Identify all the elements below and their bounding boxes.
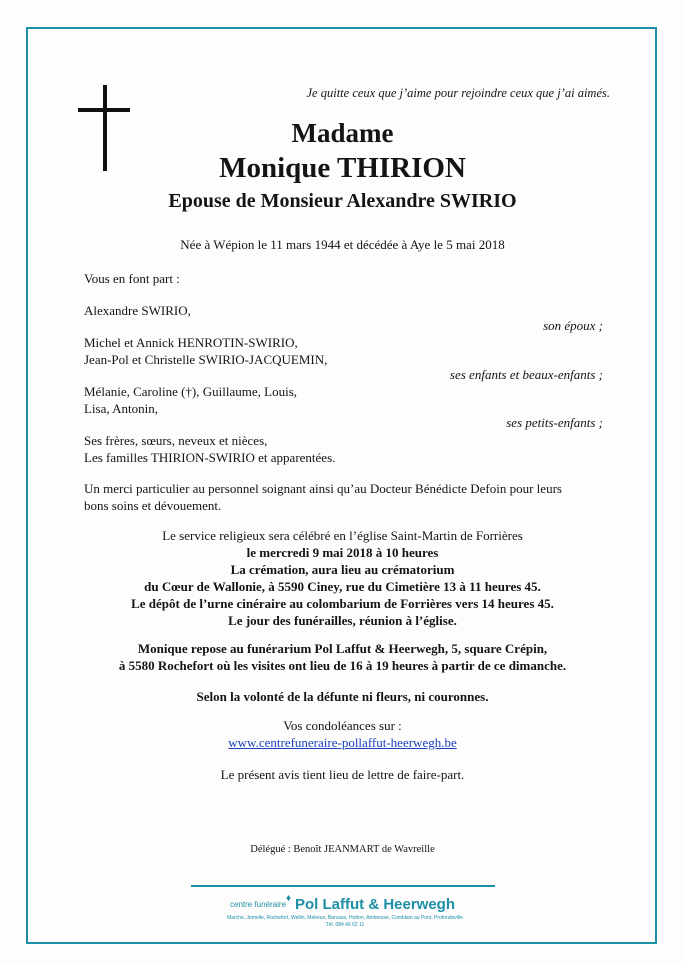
birth-death-line: Née à Wépion le 11 mars 1944 et décédée à Aye le 5 mai 2018 — [180, 237, 505, 252]
children-role: ses enfants et beaux-enfants ; — [449, 367, 603, 382]
condolences-link[interactable]: www.centrefuneraire-pollaffut-heerwegh.be — [228, 735, 457, 750]
thanks-line-2: bons soins et dévouement. — [84, 498, 222, 513]
service-line-5: Le dépôt de l’urne cinéraire au colombarium de Forrières vers 14 heures 45. — [131, 596, 554, 611]
logo-name: Pol Laffut & Heerwegh — [295, 896, 456, 913]
title-honorific: Madame — [291, 118, 394, 148]
service-line-4: du Cœur de Wallonie, à 5590 Ciney, rue du Cimetière 13 à 11 heures 45. — [144, 579, 541, 594]
rests-line-2: à 5580 Rochefort où les visites ont lieu de 16 à 19 heures à partir de ce dimanche. — [118, 658, 567, 673]
relatives-line-2: Les familles THIRION-SWIRIO et apparentées. — [84, 450, 336, 465]
delegate-text: Délégué : Benoît JEANMART de Wavreille — [250, 844, 435, 855]
logo-divider — [191, 885, 495, 887]
grandchildren-line-1: Mélanie, Caroline (†), Guillaume, Louis, — [84, 384, 298, 399]
grandchildren-line-2: Lisa, Antonin, — [84, 401, 159, 416]
children-line-2: Jean-Pol et Christelle SWIRIO-JACQUEMIN, — [84, 352, 328, 367]
intro-text: Vous en font part : — [84, 271, 180, 286]
funeral-home-logo — [200, 893, 490, 938]
children-line-1: Michel et Annick HENROTIN-SWIRIO, — [84, 335, 298, 350]
rests-line-1: Monique repose au funérarium Pol Laffut & Heerwegh, 5, square Crépin, — [137, 641, 548, 656]
service-line-3: La crémation, aura lieu au crématorium — [230, 562, 455, 577]
service-line-1: Le service religieux sera célébré en l’église Saint-Martin de Forrières — [162, 528, 523, 543]
condolences-label: Vos condoléances sur : — [283, 718, 402, 733]
logo-subtitle: centre funéraire — [230, 900, 287, 909]
notice-text: Le présent avis tient lieu de lettre de faire-part. — [220, 767, 465, 782]
epitaph-quote: Je quitte ceux que j’aime pour rejoindre ceux que j’ai aimés. — [306, 86, 610, 100]
spouse-role: son époux ; — [543, 318, 603, 333]
service-line-2: le mercredi 9 mai 2018 à 10 heures — [246, 545, 439, 560]
grandchildren-role: ses petits-enfants ; — [506, 415, 603, 430]
service-line-6: Le jour des funérailles, réunion à l’église. — [228, 613, 457, 628]
thanks-line-1: Un merci particulier au personnel soignant ainsi qu’au Docteur Bénédicte Defoin pour leurs — [84, 481, 562, 496]
deceased-name: Monique THIRION — [219, 152, 466, 184]
spouse-line: Epouse de Monsieur Alexandre SWIRIO — [168, 190, 517, 212]
relatives-line-1: Ses frères, sœurs, neveux et nièces, — [84, 433, 268, 448]
flame-icon: ♦ — [286, 893, 292, 904]
logo-phone: Tél. 084 46 62 11 — [325, 922, 365, 928]
logo-towns: Marche, Jemelle, Rochefort, Wellin, Melreux, Barvaux, Hotton, Ambresse, Comblain au Pont, Profondeville — [227, 915, 463, 921]
spouse-name: Alexandre SWIRIO, — [84, 303, 191, 318]
flowers-wish: Selon la volonté de la défunte ni fleurs, ni couronnes. — [196, 689, 489, 704]
